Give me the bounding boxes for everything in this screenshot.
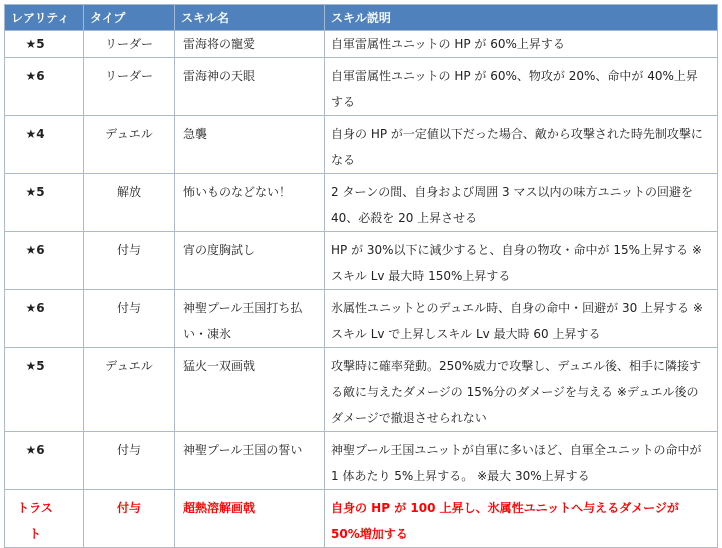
header-skill-description: スキル説明 xyxy=(325,5,718,31)
table-row xyxy=(5,174,718,232)
trust-skill-row xyxy=(5,490,718,548)
table-row xyxy=(5,290,718,348)
rarity-cell: ★5 xyxy=(5,31,84,58)
type-cell: デュエル xyxy=(84,116,175,174)
rarity-cell: ★6 xyxy=(5,58,84,116)
rarity-cell: ★4 xyxy=(5,116,84,174)
skill-table-container xyxy=(4,4,718,548)
header-row xyxy=(5,5,718,31)
table-row xyxy=(5,58,718,116)
type-cell: リーダー xyxy=(84,31,175,58)
type-cell: デュエル xyxy=(84,348,175,432)
skill-name-cell: 宵の度胸試し xyxy=(175,232,325,290)
type-cell: リーダー xyxy=(84,58,175,116)
rarity-cell: ★5 xyxy=(5,348,84,432)
skill-name-cell: 超熱溶解画戟 xyxy=(175,490,325,548)
rarity-cell: トラスト xyxy=(5,490,84,548)
skill-table xyxy=(4,4,718,548)
type-cell: 付与 xyxy=(84,432,175,490)
skill-description-cell: 自身の HP が 100 上昇し、氷属性ユニットへ与えるダメージが 50%増加する xyxy=(325,490,718,548)
skill-description-cell: 神聖プール王国ユニットが自軍に多いほど、自軍全ユニットの命中が 1 体あたり 5%上昇する。 ※最大 30%上昇する xyxy=(325,432,718,490)
rarity-cell: ★6 xyxy=(5,290,84,348)
header-skill-name: スキル名 xyxy=(175,5,325,31)
header-rarity: レアリティ xyxy=(5,5,84,31)
skill-name-cell: 急襲 xyxy=(175,116,325,174)
skill-name-cell: 雷海将の寵愛 xyxy=(175,31,325,58)
type-cell: 付与 xyxy=(84,490,175,548)
type-cell: 付与 xyxy=(84,232,175,290)
skill-description-cell: 攻撃時に確率発動。250%威力で攻撃し、デュエル後、相手に隣接する敵に与えたダメージの 15%分のダメージを与える ※デュエル後のダメージで撤退させられない xyxy=(325,348,718,432)
skill-description-cell: HP が 30%以下に減少すると、自身の物攻・命中が 15%上昇する ※スキル Lv 最大時 150%上昇する xyxy=(325,232,718,290)
header-type: タイプ xyxy=(84,5,175,31)
rarity-cell: ★6 xyxy=(5,232,84,290)
skill-name-cell: 神聖プール王国の誓い xyxy=(175,432,325,490)
table-row xyxy=(5,116,718,174)
skill-name-cell: 神聖プール王国打ち払い・凍氷 xyxy=(175,290,325,348)
rarity-cell: ★5 xyxy=(5,174,84,232)
table-row xyxy=(5,31,718,58)
skill-description-cell: 氷属性ユニットとのデュエル時、自身の命中・回避が 30 上昇する ※スキル Lv で上昇しスキル Lv 最大時 60 上昇する xyxy=(325,290,718,348)
skill-description-cell: 自身の HP が一定値以下だった場合、敵から攻撃された時先制攻撃になる xyxy=(325,116,718,174)
skill-name-cell: 怖いものなどない！ xyxy=(175,174,325,232)
skill-name-cell: 猛火一双画戟 xyxy=(175,348,325,432)
skill-name-cell: 雷海神の天眼 xyxy=(175,58,325,116)
skill-description-cell: 自軍雷属性ユニットの HP が 60%、物攻が 20%、命中が 40%上昇する xyxy=(325,58,718,116)
skill-description-cell: 2 ターンの間、自身および周囲 3 マス以内の味方ユニットの回避を 40、必殺を 20 上昇させる xyxy=(325,174,718,232)
table-row xyxy=(5,348,718,432)
rarity-cell: ★6 xyxy=(5,432,84,490)
skill-description-cell: 自軍雷属性ユニットの HP が 60%上昇する xyxy=(325,31,718,58)
table-row xyxy=(5,232,718,290)
type-cell: 解放 xyxy=(84,174,175,232)
type-cell: 付与 xyxy=(84,290,175,348)
table-row xyxy=(5,432,718,490)
